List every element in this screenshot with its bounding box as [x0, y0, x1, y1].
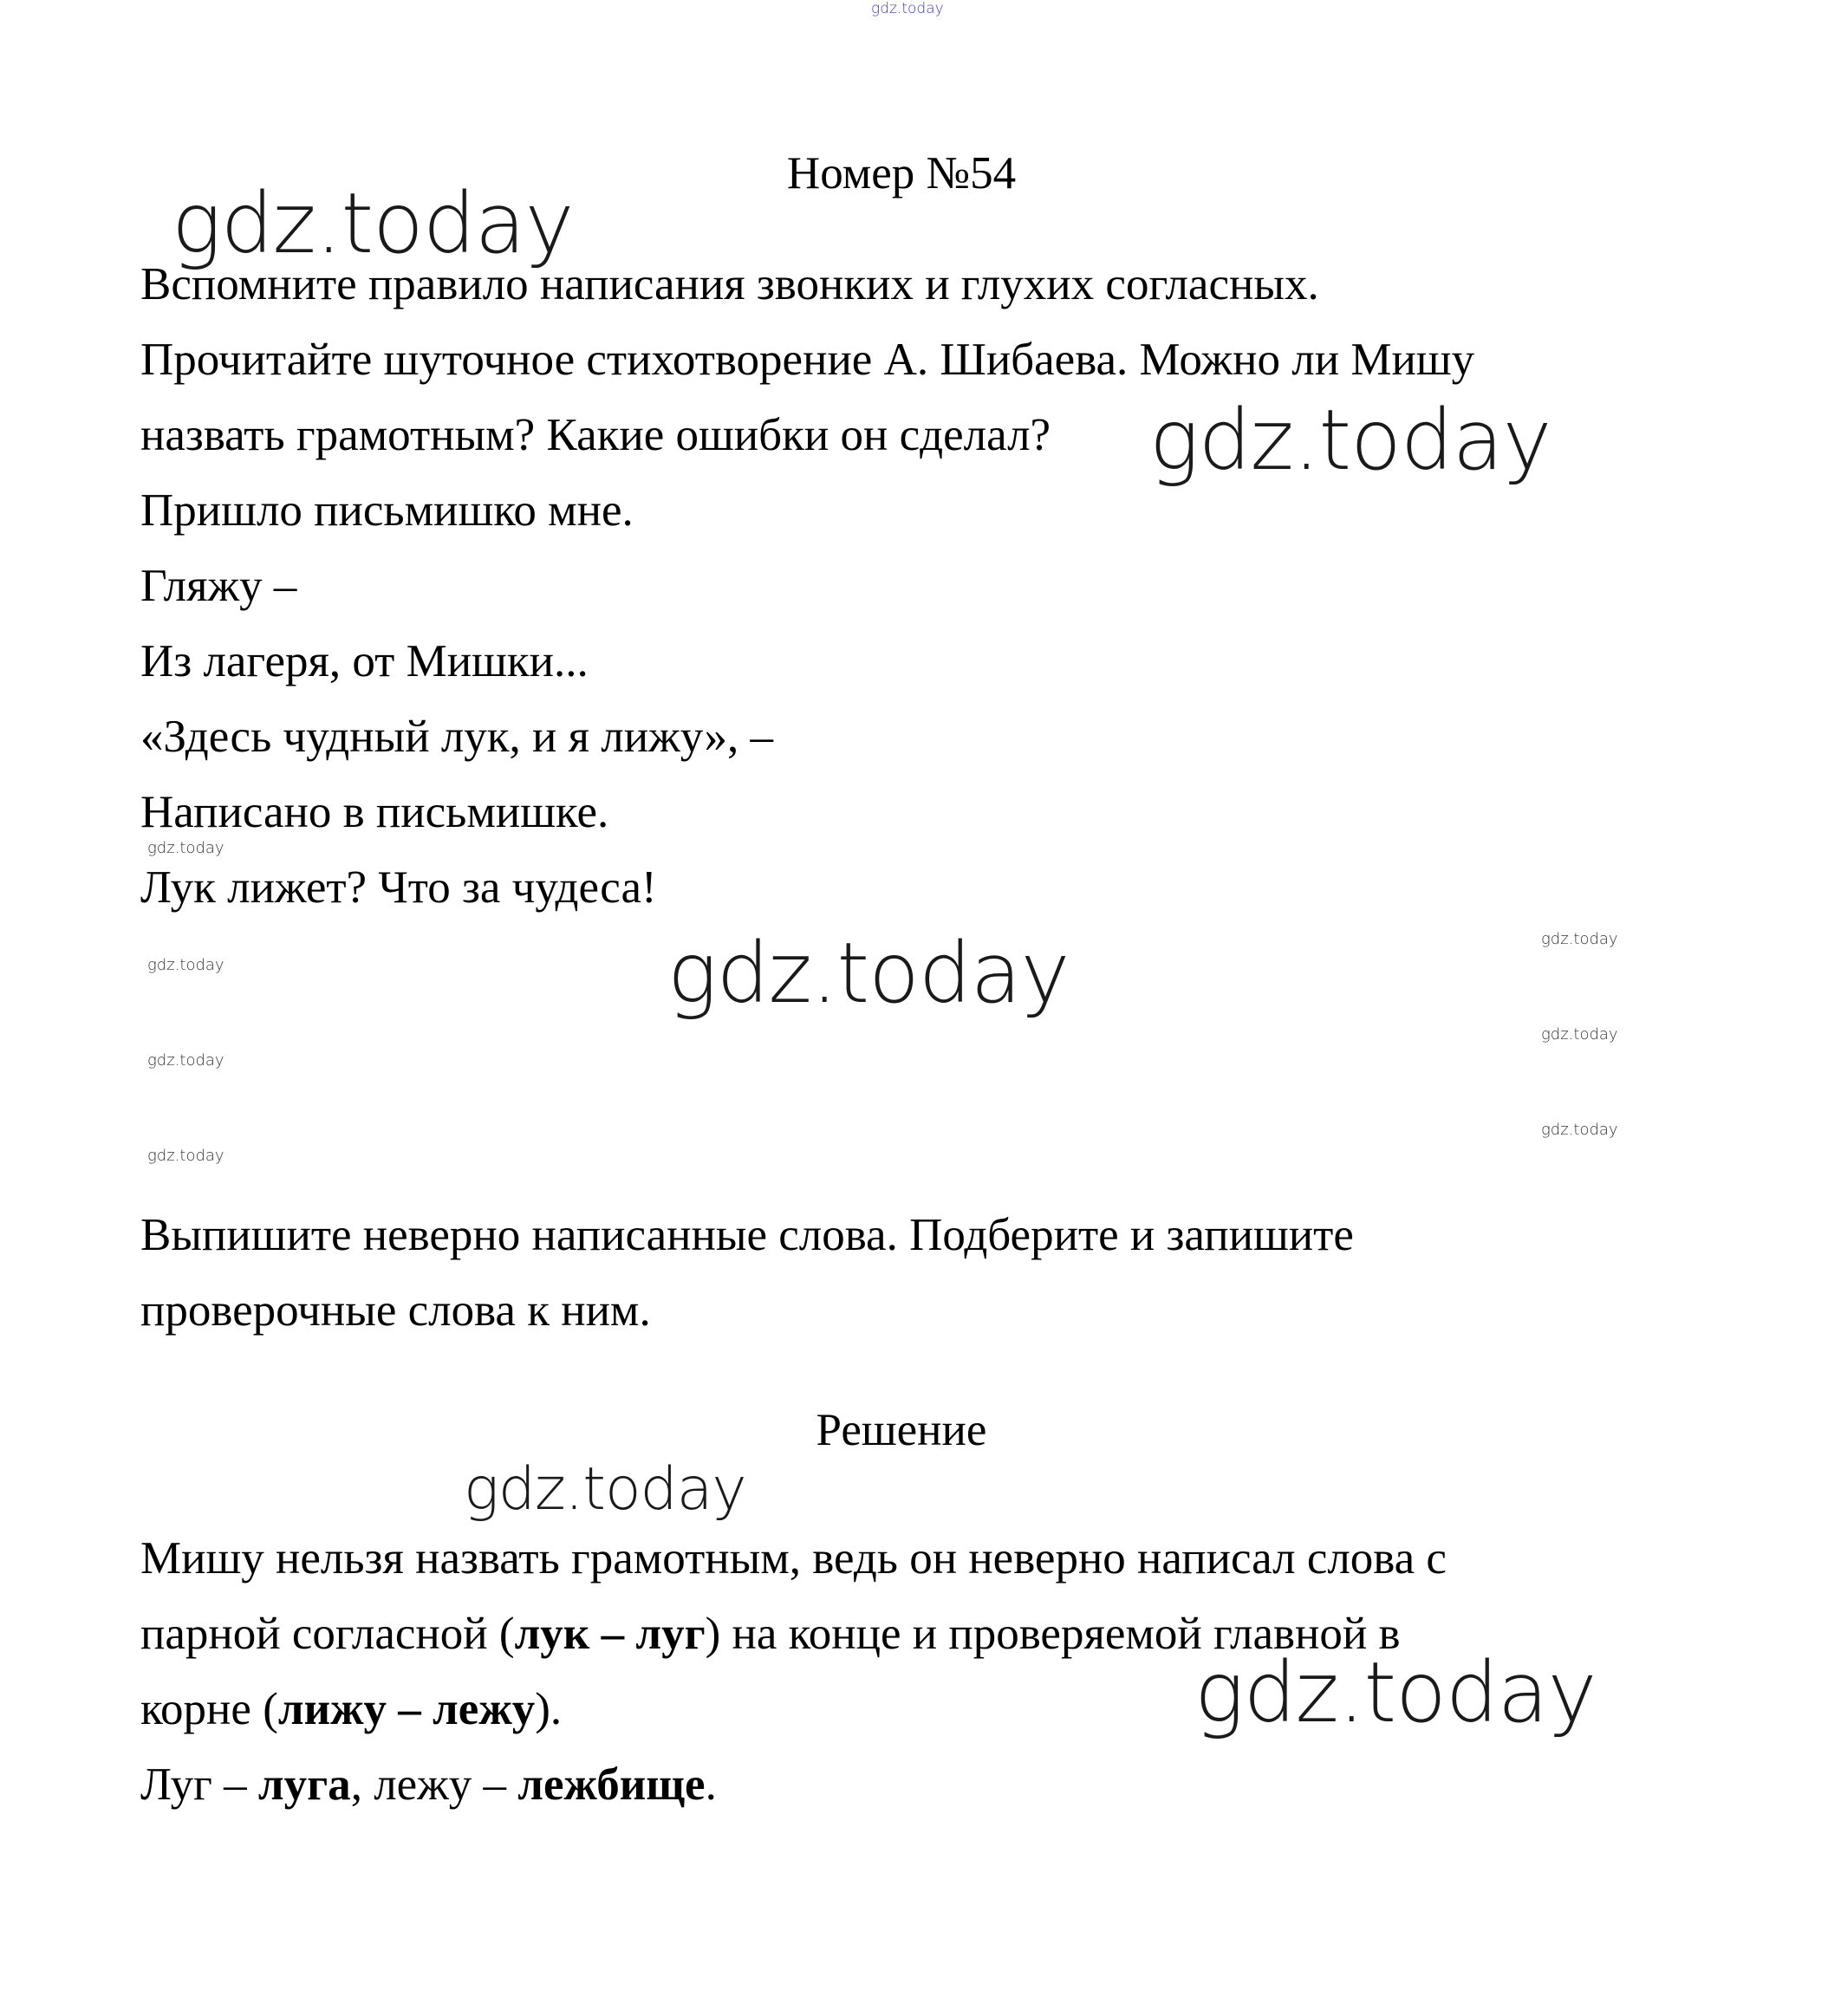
watermark-large: gdz.today — [667, 925, 1070, 1022]
solution-text-part: Луг – — [140, 1759, 258, 1810]
poem-line: Из лагеря, от Мишки... — [140, 636, 589, 686]
watermark-small: gdz.today — [147, 956, 224, 974]
watermark-large: gdz.today — [1149, 392, 1552, 489]
poem — [140, 473, 1683, 926]
watermark-small: gdz.today — [1541, 1025, 1618, 1044]
poem-line: Гляжу – — [140, 561, 297, 611]
solution-bold-word: луга — [257, 1759, 351, 1810]
task-intro-line: Вспомните правило написания звонких и глухих согласных. — [140, 259, 1319, 309]
watermark-large: gdz.today — [172, 175, 574, 272]
solution-text-part: ) на конце и проверяемой главной в — [705, 1609, 1401, 1659]
watermark-small: gdz.today — [1541, 1121, 1618, 1139]
solution-text-part: парной согласной ( — [140, 1609, 515, 1659]
solution-text-part: , лежу – — [350, 1759, 518, 1810]
task-question — [140, 1198, 1683, 1349]
solution-text-part: корне ( — [140, 1684, 278, 1734]
poem-line: Лук лижет? Что за чудеса! — [140, 862, 657, 913]
solution-bold-pair: лижу – лежу — [277, 1684, 536, 1734]
solution-text-part: . — [705, 1759, 717, 1810]
task-question-line: Выпишите неверно написанные слова. Подберите и запишите — [140, 1210, 1354, 1260]
poem-line: Пришло письмишко мне. — [140, 485, 634, 536]
solution-bold-word: лежбище — [517, 1759, 706, 1810]
solution-heading: Решение — [816, 1405, 987, 1455]
task-question-line: проверочные слова к ним. — [140, 1285, 651, 1336]
watermark-medium: gdz.today — [464, 1455, 746, 1524]
poem-line: Написано в письмишке. — [140, 787, 609, 837]
solution-line-1: Мишу нельзя назвать грамотным, ведь он неверно написал слова с — [140, 1533, 1447, 1584]
task-intro-line: Прочитайте шуточное стихотворение А. Шибаева. Можно ли Мишу — [140, 335, 1475, 385]
watermark-large: gdz.today — [1194, 1644, 1597, 1741]
page-title: Номер №54 — [786, 148, 1017, 198]
watermark-small: gdz.today — [147, 1147, 224, 1165]
solution-line-4 — [140, 1747, 1683, 1823]
solution-text-part: ). — [535, 1684, 563, 1734]
watermark-small: gdz.today — [147, 839, 224, 857]
solution-bold-pair: лук – луг — [514, 1609, 706, 1659]
poem-line: «Здесь чудный лук, и я лижу», – — [140, 712, 774, 762]
watermark-small: gdz.today — [1541, 930, 1618, 948]
watermark-top: gdz.today — [871, 0, 944, 17]
task-intro-line: назвать грамотным? Какие ошибки он сделал? — [140, 410, 1051, 460]
watermark-small: gdz.today — [147, 1051, 224, 1070]
